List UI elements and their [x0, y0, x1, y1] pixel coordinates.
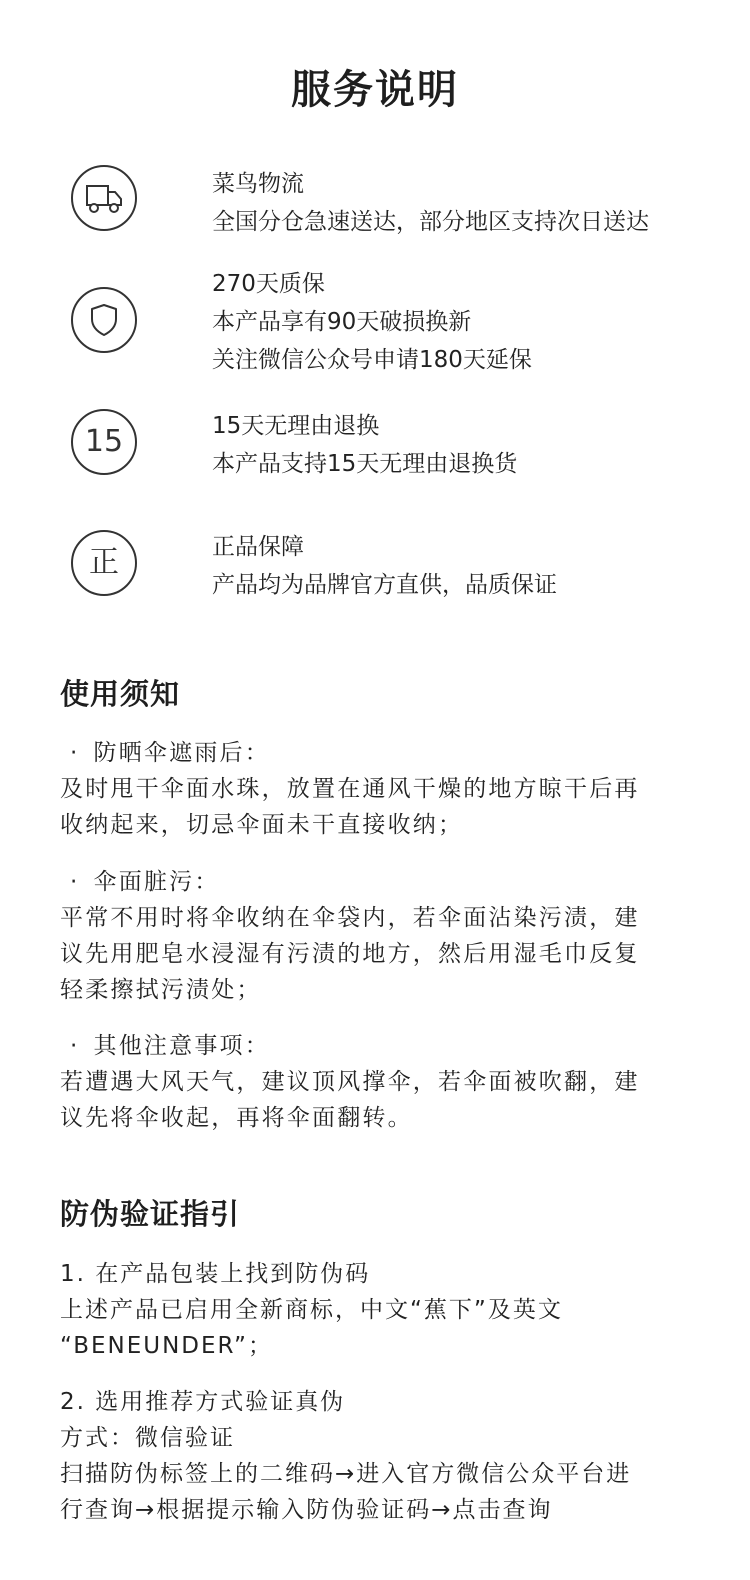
note-line: 及时甩干伞面水珠，放置在通风干燥的地方晾干后再	[60, 776, 640, 802]
shield-icon	[71, 287, 137, 353]
bullet: ·	[70, 869, 80, 895]
step-title: 1. 在产品包装上找到防伪码	[60, 1261, 371, 1287]
anti-fake-step-1	[60, 1256, 700, 1364]
note-title: 伞面脏污：	[93, 869, 220, 895]
truck-icon	[71, 165, 137, 231]
note-line: 平常不用时将伞收纳在伞袋内，若伞面沾染污渍，建	[60, 905, 640, 931]
fifteen-icon	[71, 409, 137, 475]
note-line: 轻柔擦拭污渍处；	[60, 977, 262, 1003]
step-line: “BENEUNDER”；	[60, 1333, 273, 1359]
anti-fake-heading: 防伪验证指引	[60, 1197, 241, 1231]
service-title: 菜鸟物流	[212, 171, 304, 197]
note-line: 若遭遇大风天气，建议顶风撑伞，若伞面被吹翻，建	[60, 1069, 640, 1095]
note-title: 防晒伞遮雨后：	[93, 740, 270, 766]
service-desc: 全国分仓急速送达，部分地区支持次日送达	[212, 209, 649, 235]
note-line: 议先用肥皂水浸湿有污渍的地方，然后用湿毛巾反复	[60, 941, 640, 967]
step-line: 扫描防伪标签上的二维码→进入官方微信公众平台进	[60, 1461, 632, 1487]
bullet: ·	[70, 740, 80, 766]
genuine-icon-label: 正	[89, 545, 119, 580]
genuine-icon	[71, 530, 137, 596]
bullet: ·	[70, 1033, 80, 1059]
service-desc: 关注微信公众号申请180天延保	[212, 347, 532, 373]
usage-note-dirty	[60, 864, 700, 1008]
note-line: 收纳起来，切忌伞面未干直接收纳；	[60, 812, 464, 838]
usage-note-other	[60, 1028, 700, 1136]
step-line: 行查询→根据提示输入防伪验证码→点击查询	[60, 1497, 553, 1523]
step-line: 上述产品已启用全新商标，中文“蕉下”及英文	[60, 1297, 563, 1323]
service-desc: 本产品享有90天破损换新	[212, 309, 472, 335]
step-title: 2. 选用推荐方式验证真伪	[60, 1389, 346, 1415]
note-title: 其他注意事项：	[93, 1033, 270, 1059]
page-title: 服务说明	[291, 67, 459, 113]
service-desc: 产品均为品牌官方直供，品质保证	[212, 572, 557, 598]
anti-fake-step-2	[60, 1384, 700, 1528]
step-line: 方式：微信验证	[60, 1425, 235, 1451]
service-title: 正品保障	[212, 534, 304, 560]
fifteen-icon-label: 15	[84, 424, 124, 459]
service-title: 15天无理由退换	[212, 413, 380, 439]
usage-heading: 使用须知	[60, 677, 181, 711]
service-desc: 本产品支持15天无理由退换货	[212, 451, 518, 477]
service-title: 270天质保	[212, 271, 325, 297]
usage-note-rain	[60, 735, 700, 843]
note-line: 议先将伞收起，再将伞面翻转。	[60, 1105, 413, 1131]
